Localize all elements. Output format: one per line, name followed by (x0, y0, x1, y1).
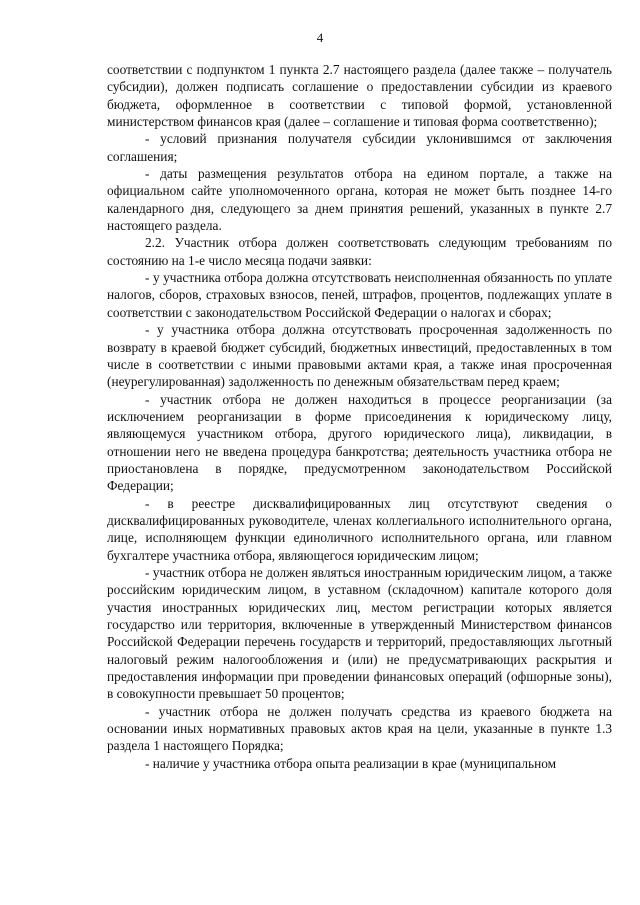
paragraph: - даты размещения результатов отбора на едином портале, а также на официальном сайте уполномоченного органа, которая не может быть позднее 14-го календарного дня, следующего за днем принятия решений, указанных в пункте 2.7 настоящего раздела. (107, 166, 612, 234)
paragraph: 2.2. Участник отбора должен соответствовать следующим требованиям по состоянию на 1-е число месяца подачи заявки: (107, 235, 612, 268)
paragraph: - участник отбора не должен находиться в процессе реорганизации (за исключением реорганизации в форме присоединения к юридическому лицу, являющемуся участником отбора, другого юридического лица), ликвидации, в отношении него не введена процедура банкротства; деятельность участника отбора не приостановлена в порядке, предусмотренном законодательством Российской Федерации; (107, 391, 612, 494)
paragraph: - у участника отбора должна отсутствовать неисполненная обязанность по уплате налогов, сборов, страховых взносов, пеней, штрафов, процентов, подлежащих уплате в соответствии с законодательством Российской Федерации о налогах и сборах; (107, 270, 612, 320)
paragraph: - участник отбора не должен получать средства из краевого бюджета на основании иных нормативных правовых актов края на цели, указанные в пункте 1.3 раздела 1 настоящего Порядка; (107, 703, 612, 754)
paragraph: - у участника отбора должна отсутствовать просроченная задолженность по возврату в краевой бюджет субсидий, бюджетных инвестиций, предоставленных в том числе в соответствии с иными правовыми актами края, а также иная просроченная (неурегулированная) задолженность по денежным обязательствам перед краем; (107, 322, 612, 390)
document-body (107, 61, 612, 772)
page-number: 4 (316, 30, 324, 45)
paragraph: соответствии с подпунктом 1 пункта 2.7 настоящего раздела (далее также – получатель субсидии), должен подписать соглашение о предоставлении субсидии из краевого бюджета, оформленное в соответствии с типовой формой, установленной министерством финансов края (далее – соглашение и типовая форма соответственно); (107, 62, 612, 130)
paragraph: - участник отбора не должен являться иностранным юридическим лицом, а также российским юридическим лицом, в уставном (складочном) капитале которого доля участия иностранных юридических лиц, местом регистрации которых является государство или территория, включенные в утвержденный Министерством финансов Российской Федерации перечень государств и территорий, предоставляющих льготный налоговый режим налогообложения и (или) не предусматривающих раскрытия и предоставления информации при проведении финансовых операций (офшорные зоны), в совокупности превышает 50 процентов; (107, 564, 612, 702)
paragraph: - наличие у участника отбора опыта реализации в крае (муниципальном (145, 755, 557, 771)
paragraph: - условий признания получателя субсидии уклонившимся от заключения соглашения; (107, 131, 612, 164)
paragraph: - в реестре дисквалифицированных лиц отсутствуют сведения о дисквалифицированных руководителе, членах коллегиального исполнительного органа, лице, исполняющем функции единоличного исполнительного органа, или главном бухгалтере участника отбора, являющегося юридическим лицом; (107, 495, 612, 563)
